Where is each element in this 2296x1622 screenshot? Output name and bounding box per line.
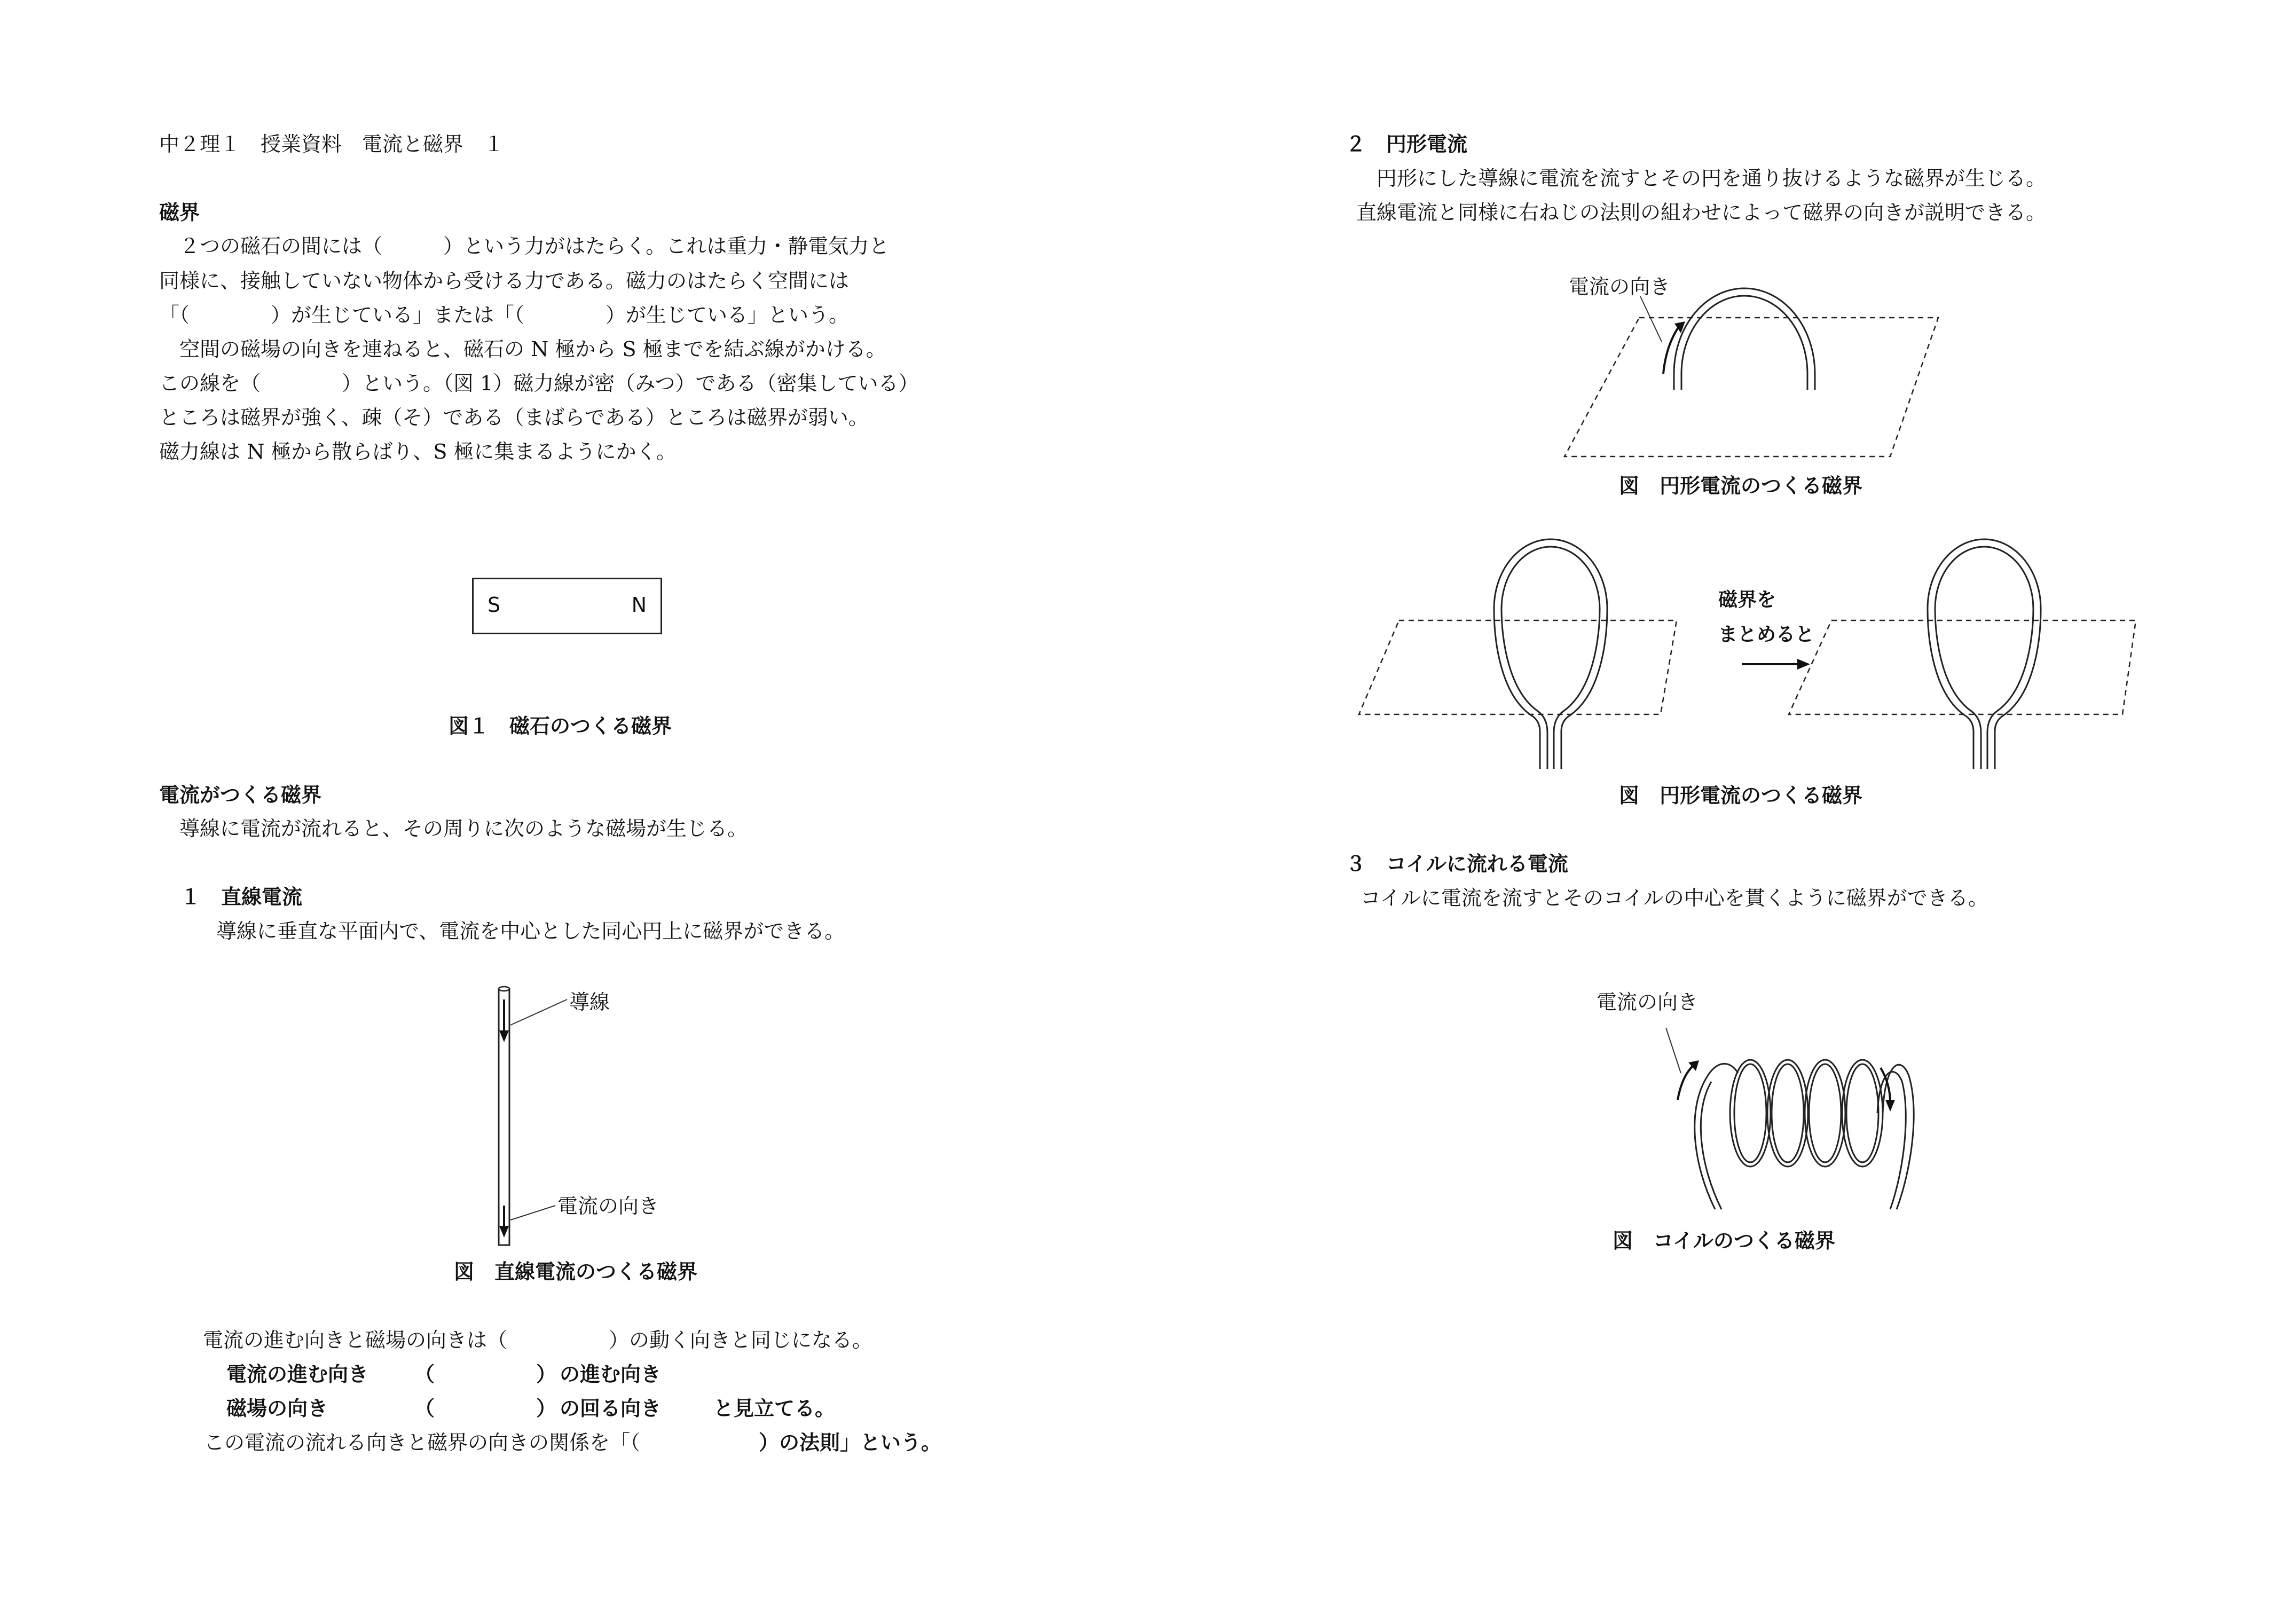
page-header: 中２理１ 授業資料 電流と磁界 １ — [159, 132, 505, 156]
combine-label: 磁界を — [1718, 589, 1776, 611]
rule-row-suffix: の進む向き — [560, 1363, 662, 1386]
rule-last-suffix: ）の法則」という。 — [759, 1431, 942, 1454]
subheading-coil-current: ３ コイルに流れる電流 — [1346, 852, 1568, 876]
current-direction-label: 電流の向き — [1569, 275, 1671, 298]
rule-row-label: 電流の進む向き — [226, 1363, 369, 1386]
rule-row-tail: と見立てる。 — [713, 1397, 836, 1420]
current-direction-label: 電流の向き — [1597, 990, 1699, 1014]
paragraph-line: 空間の磁場の向きを連ねると、磁石の N 極から S 極までを結ぶ線がかける。 — [159, 337, 886, 361]
paragraph-line: 同様に、接触していない物体から受ける力である。磁力のはたらく空間には — [159, 269, 850, 293]
rule-row-suffix: の回る向き — [560, 1397, 662, 1420]
paragraph-line: 電流の進む向きと磁場の向きは（ ）の動く向きと同じになる。 — [203, 1328, 873, 1352]
paragraph-line: 導線に電流が流れると、その周りに次のような磁場が生じる。 — [159, 817, 748, 840]
subheading-circular-current: ２ 円形電流 — [1346, 132, 1468, 156]
straight-figure-caption: 図 直線電流のつくる磁界 — [454, 1260, 698, 1284]
rule-row-blank: （ ） — [414, 1363, 557, 1386]
current-direction-label: 電流の向き — [557, 1194, 659, 1218]
paragraph-line: 直線電流と同様に右ねじの法則の組わせによって磁界の向きが説明できる。 — [1356, 201, 2047, 224]
rule-row-label: 磁場の向き — [226, 1397, 328, 1420]
wire-label: 導線 — [569, 990, 610, 1014]
paragraph-line: この線を（ ）という。（図 1）磁力線が密（みつ）である（密集している） — [159, 372, 919, 395]
circular-figure-caption: 図 円形電流のつくる磁界 — [1619, 474, 1863, 498]
rule-last-prefix: この電流の流れる向きと磁界の向きの関係を「（ — [204, 1431, 641, 1454]
section-heading-current-field: 電流がつくる磁界 — [159, 783, 322, 807]
paragraph-line: 「（ ）が生じている」または「（ ）が生じている」という。 — [159, 303, 850, 327]
magnet-n-pole-label: N — [631, 593, 647, 617]
paragraph-line: ところは磁界が強く、疎（そ）である（まばらである）ところは磁界が弱い。 — [159, 406, 869, 429]
circular-loops-caption: 図 円形電流のつくる磁界 — [1619, 784, 1863, 807]
combine-label: まとめると — [1718, 624, 1815, 645]
magnet-s-pole-label: S — [487, 593, 501, 617]
coil-wire — [1695, 1060, 1914, 1209]
subheading-straight-current: １ 直線電流 — [180, 885, 303, 909]
paragraph-line: ２つの磁石の間には（ ）という力がはたらく。これは重力・静電気力と — [159, 234, 890, 258]
section-heading-magnetic-field: 磁界 — [159, 201, 200, 224]
paragraph-line: 磁力線は N 極から散らばり、S 極に集まるようにかく。 — [159, 440, 677, 463]
coil-figure-caption: 図 コイルのつくる磁界 — [1613, 1229, 1835, 1253]
rule-row-blank: （ ） — [414, 1397, 557, 1420]
paragraph-line: コイルに電流を流すとそのコイルの中心を貫くように磁界ができる。 — [1361, 886, 1988, 910]
figure1-caption: 図１ 磁石のつくる磁界 — [449, 714, 672, 738]
paragraph-line: 円形にした導線に電流を流すとその円を通り抜けるような磁界が生じる。 — [1377, 167, 2047, 190]
paragraph-line: 導線に垂直な平面内で、電流を中心とした同心円上に磁界ができる。 — [216, 919, 845, 943]
